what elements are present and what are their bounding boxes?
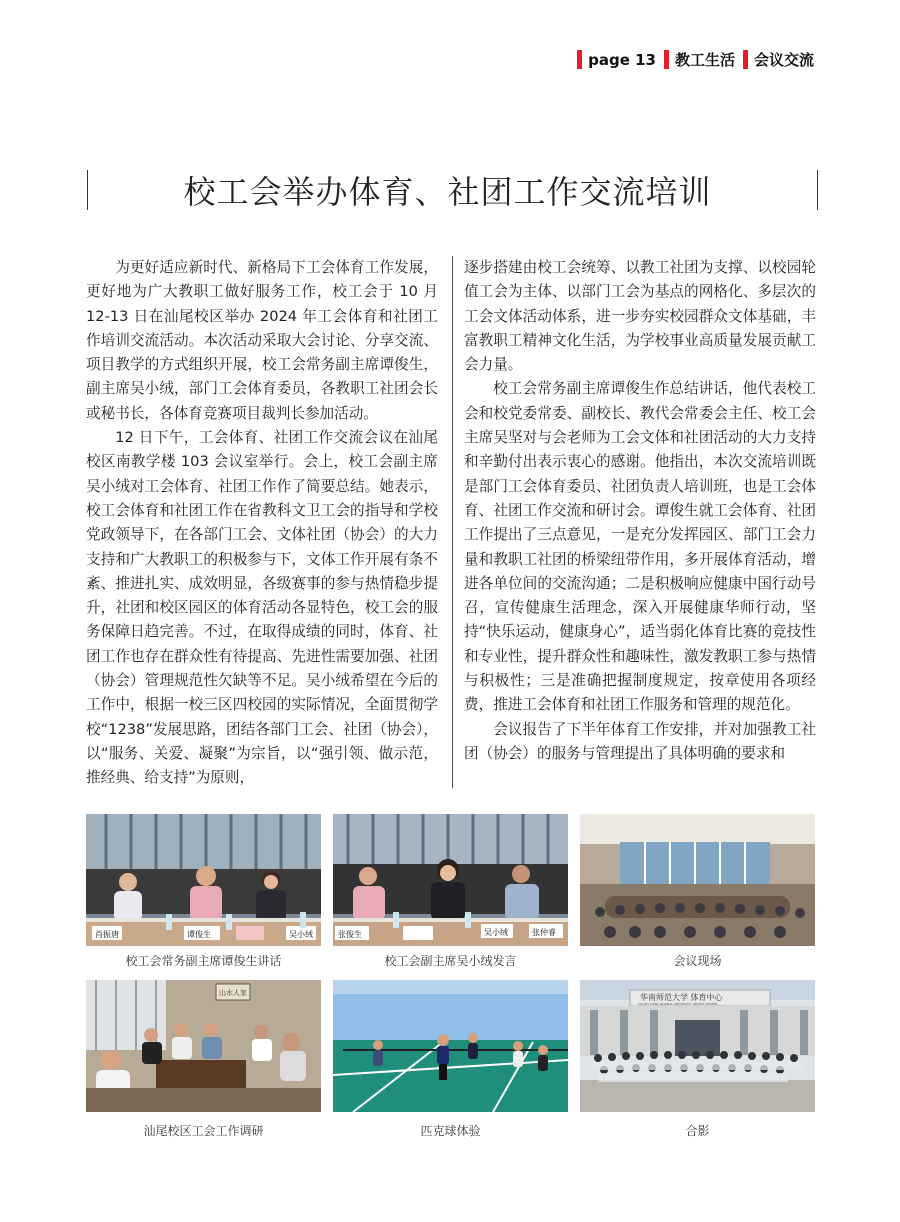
- paragraph: 为更好适应新时代、新格局下工会体育工作发展，更好地为广大教职工做好服务工作，校工会于 10 月 12-13 日在汕尾校区举办 2024 年工会体育和社团工作培训交流活动。本次活动采取大会讨论、分享交流、项目教学的方式组织开展，校工会常务副主席谭俊生，副主席吴小绒，部门工会体育委员，各教职工社团会长或秘书长，各体育竞赛项目裁判长参加活动。: [86, 259, 438, 422]
- page-header: [577, 49, 814, 70]
- subsection-label: 会议交流: [753, 51, 814, 69]
- photo-caption: 汕尾校区工会工作调研: [143, 1124, 264, 1138]
- building-sign-en: SOUTH CHINA NORMAL UNIVERSITY SPORTS CENTER: [638, 1002, 718, 1006]
- photo-speaker: [86, 814, 321, 946]
- photo-meeting-room: [580, 814, 815, 946]
- page-number: page 13: [588, 50, 656, 69]
- paragraph: 逐步搭建由校工会统筹、以教工社团为支撑、以校园轮值工会为主体、以部门工会为基点的网格化、多层次的工会文体活动体系，进一步夯实校园群众文体基础，丰富教职工精神文化生活，为学校事业高质量发展贡献工会力量。: [464, 259, 816, 374]
- column-divider: [452, 256, 453, 788]
- right-column: [464, 256, 816, 766]
- title-frame: [87, 170, 818, 210]
- photo-pickleball: [333, 980, 568, 1112]
- nameplate: 吴小绒: [289, 930, 313, 939]
- photo-research-visit: [86, 980, 321, 1112]
- wall-sign: 山水人家: [219, 989, 247, 997]
- left-column: [86, 256, 438, 791]
- photo-caption: 合影: [685, 1124, 710, 1138]
- header-bar-icon: [664, 50, 669, 69]
- photo-caption: 校工会副主席吴小绒发言: [384, 954, 517, 968]
- article-title: 校工会举办体育、社团工作交流培训: [183, 173, 712, 211]
- photo-caption: 校工会常务副主席谭俊生讲话: [125, 954, 282, 968]
- header-bar-icon: [577, 50, 582, 69]
- header-bar-icon: [743, 50, 748, 69]
- nameplate: 肖振唐: [95, 930, 119, 939]
- nameplate: 张仲睿: [532, 928, 556, 937]
- section-label: 教工生活: [674, 51, 735, 69]
- photo-group: [580, 980, 815, 1112]
- photo-vice-chair: [333, 814, 568, 946]
- photo-caption: 会议现场: [673, 954, 722, 968]
- building-sign: 华南师范大学 体育中心: [640, 993, 723, 1002]
- photo-caption: 匹克球体验: [420, 1124, 481, 1138]
- paragraph: 会议报告了下半年体育工作安排，并对加强教工社团（协会）的服务与管理提出了具体明确的要求和: [464, 720, 816, 762]
- paragraph: 校工会常务副主席谭俊生作总结讲话，他代表校工会和校党委常委、副校长、教代会常委会主任、校工会主席吴坚对与会老师为工会文体和社团活动的大力支持和辛勤付出表示衷心的感谢。他指出，本次交流培训既是部门工会体育委员、社团负责人培训班，也是工会体育、社团工作交流和研讨会。谭俊生就工会体育、社团工作提出了三点意见，一是充分发挥园区、部门工会力量和教职工社团的桥梁纽带作用，多开展体育活动，增进各单位间的交流沟通；二是积极响应健康中国行动号召，宣传健康生活理念，深入开展健康华师行动，坚持“快乐运动，健康身心”，适当弱化体育比赛的竞技性和专业性，提升群众性和趣味性，激发教职工参与热情与积极性；三是准确把握制度规定，按章使用各项经费，推进工会体育和社团工作服务和管理的规范化。: [464, 380, 816, 714]
- nameplate: 张俊生: [338, 930, 362, 939]
- nameplate: 谭俊生: [187, 930, 211, 939]
- nameplate: 吴小绒: [484, 928, 508, 937]
- paragraph: 12 日下午，工会体育、社团工作交流会议在汕尾校区南教学楼 103 会议室举行。会上，校工会副主席吴小绒对工会体育、社团工作作了简要总结。她表示，校工会体育和社团工作在省教科文卫工会的指导和学校党政领导下，在各部门工会、文体社团（协会）的大力支持和广大教职工的积极参与下，文体工作开展有条不紊、推进扎实、成效明显，各级赛事的参与热情稳步提升，社团和校区园区的体育活动各显特色，校工会的服务保障日趋完善。不过，在取得成绩的同时，体育、社团工作也存在群众性有待提高、先进性需要加强、社团（协会）管理规范性欠缺等不足。吴小绒希望在今后的工作中，根据一校三区四校园的实际情况，全面贯彻学校“1238”发展思路，团结各部门工会、社团（协会），以“服务、关爱、凝聚”为宗旨，以“强引领、做示范，推经典、给支持”为原则，: [86, 429, 438, 787]
